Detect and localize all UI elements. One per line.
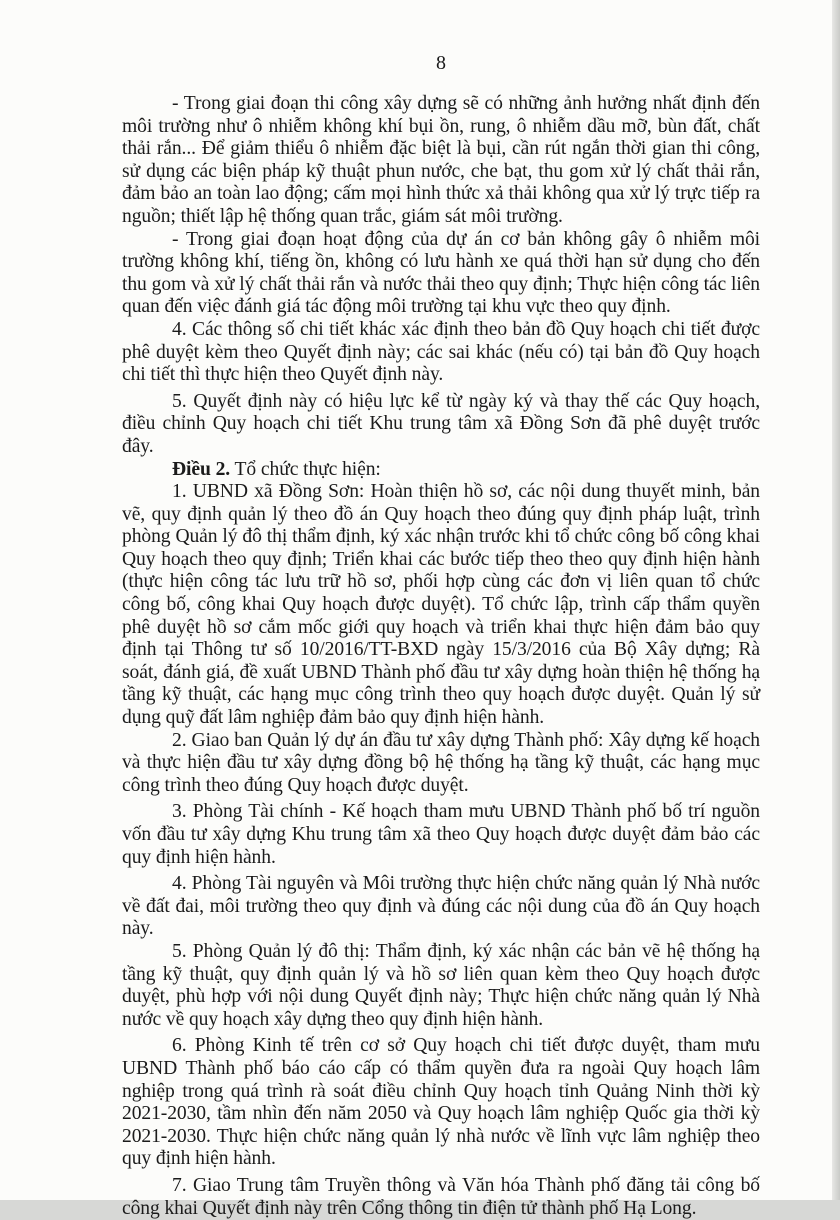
item-5: 5. Phòng Quản lý đô thị: Thẩm định, ký xác nhận các bản vẽ hệ thống hạ tầng kỹ thuật, quy định quản lý và hồ sơ liên quan kèm theo Quy hoạch được duyệt, phù hợp với nội dung Quyết định này; Thực hiện chức năng quản lý Nhà nước về quy hoạch xây dựng theo quy định hiện hành. xyxy=(122,940,760,1030)
item-2: 2. Giao ban Quản lý dự án đầu tư xây dựng Thành phố: Xây dựng kế hoạch và thực hiện đầu tư xây dựng đồng bộ hệ thống hạ tầng kỹ thuật, các hạng mục công trình theo đúng Quy hoạch được duyệt. xyxy=(122,729,760,796)
item-1: 1. UBND xã Đồng Sơn: Hoàn thiện hồ sơ, các nội dung thuyết minh, bản vẽ, quy định quản lý theo đồ án Quy hoạch theo đúng quy định pháp luật, trình phòng Quản lý đô thị thẩm định, ký xác nhận trước khi tổ chức công bố công khai Quy hoạch theo quy định; Triển khai các bước tiếp theo theo quy định hiện hành (thực hiện công tác lưu trữ hồ sơ, phối hợp cùng các đơn vị liên quan tổ chức công bố, công khai Quy hoạch được duyệt). Tổ chức lập, trình cấp thẩm quyền phê duyệt hồ sơ cắm mốc giới quy hoạch và triển khai thực hiện đảm bảo quy định tại Thông tư số 10/2016/TT-BXD ngày 15/3/2016 của Bộ Xây dựng; Rà soát, đánh giá, đề xuất UBND Thành phố đầu tư xây dựng hoàn thiện hệ thống hạ tầng kỹ thuật, các hạng mục công trình theo quy hoạch được duyệt. Quản lý sử dụng quỹ đất lâm nghiệp đảm bảo quy định hiện hành. xyxy=(122,481,760,729)
paragraph-construction-impact: - Trong giai đoạn thi công xây dựng sẽ có những ảnh hưởng nhất định đến môi trường như ô nhiễm không khí bụi ồn, rung, ô nhiễm dầu mỡ, bùn đất, chất thải rắn... Để giảm thiểu ô nhiễm đặc biệt là bụi, cần rút ngắn thời gian thi công, sử dụng các biện pháp kỹ thuật phun nước, che bạt, thu gom xử lý chất thải rắn, đảm bảo an toàn lao động; cấm mọi hình thức xả thải không qua xử lý trực tiếp ra nguồn; thiết lập hệ thống quan trắc, giám sát môi trường. xyxy=(122,93,760,227)
page-edge-shadow xyxy=(832,0,840,1200)
item-7: 7. Giao Trung tâm Truyền thông và Văn hóa Thành phố đăng tải công bố công khai Quyết định này trên Cổng thông tin điện tử thành phố Hạ Long. xyxy=(122,1174,760,1219)
article-2-subtitle: Tổ chức thực hiện: xyxy=(230,458,381,480)
page-number: 8 xyxy=(436,52,446,74)
paragraph-operation-impact: - Trong giai đoạn hoạt động của dự án cơ bản không gây ô nhiễm môi trường không khí, tiếng ồn, không có lưu hành xe quá thời hạn sử dụng cho đến thu gom và xử lý chất thải rắn và nước thải theo quy định; Thực hiện công tác liên quan đến việc đánh giá tác động môi trường tại khu vực theo quy định. xyxy=(122,228,760,318)
article-2-heading xyxy=(122,459,760,482)
article-2-title: Điều 2. xyxy=(172,458,231,480)
item-4: 4. Phòng Tài nguyên và Môi trường thực hiện chức năng quản lý Nhà nước về đất đai, môi trường theo quy định và đúng các nội dung của đồ án Quy hoạch này. xyxy=(122,873,760,940)
paragraph-clause-5: 5. Quyết định này có hiệu lực kể từ ngày ký và thay thế các Quy hoạch, điều chỉnh Quy hoạch chi tiết Khu trung tâm xã Đồng Sơn đã phê duyệt trước đây. xyxy=(122,390,760,457)
item-6: 6. Phòng Kinh tế trên cơ sở Quy hoạch chi tiết được duyệt, tham mưu UBND Thành phố báo cáo cấp có thẩm quyền đưa ra ngoài Quy hoạch lâm nghiệp trong quá trình rà soát điều chỉnh Quy hoạch tỉnh Quảng Ninh thời kỳ 2021-2030, tầm nhìn đến năm 2050 và Quy hoạch lâm nghiệp Quốc gia thời kỳ 2021-2030. Thực hiện chức năng quản lý nhà nước về lĩnh vực lâm nghiệp theo quy định hiện hành. xyxy=(122,1035,760,1170)
item-3: 3. Phòng Tài chính - Kế hoạch tham mưu UBND Thành phố bố trí nguồn vốn đầu tư xây dựng Khu trung tâm xã theo Quy hoạch được duyệt đảm bảo các quy định hiện hành. xyxy=(122,801,760,868)
paragraph-clause-4: 4. Các thông số chi tiết khác xác định theo bản đồ Quy hoạch chi tiết được phê duyệt kèm theo Quyết định này; các sai khác (nếu có) tại bản đồ Quy hoạch chi tiết thì thực hiện theo Quyết định này. xyxy=(122,318,760,386)
